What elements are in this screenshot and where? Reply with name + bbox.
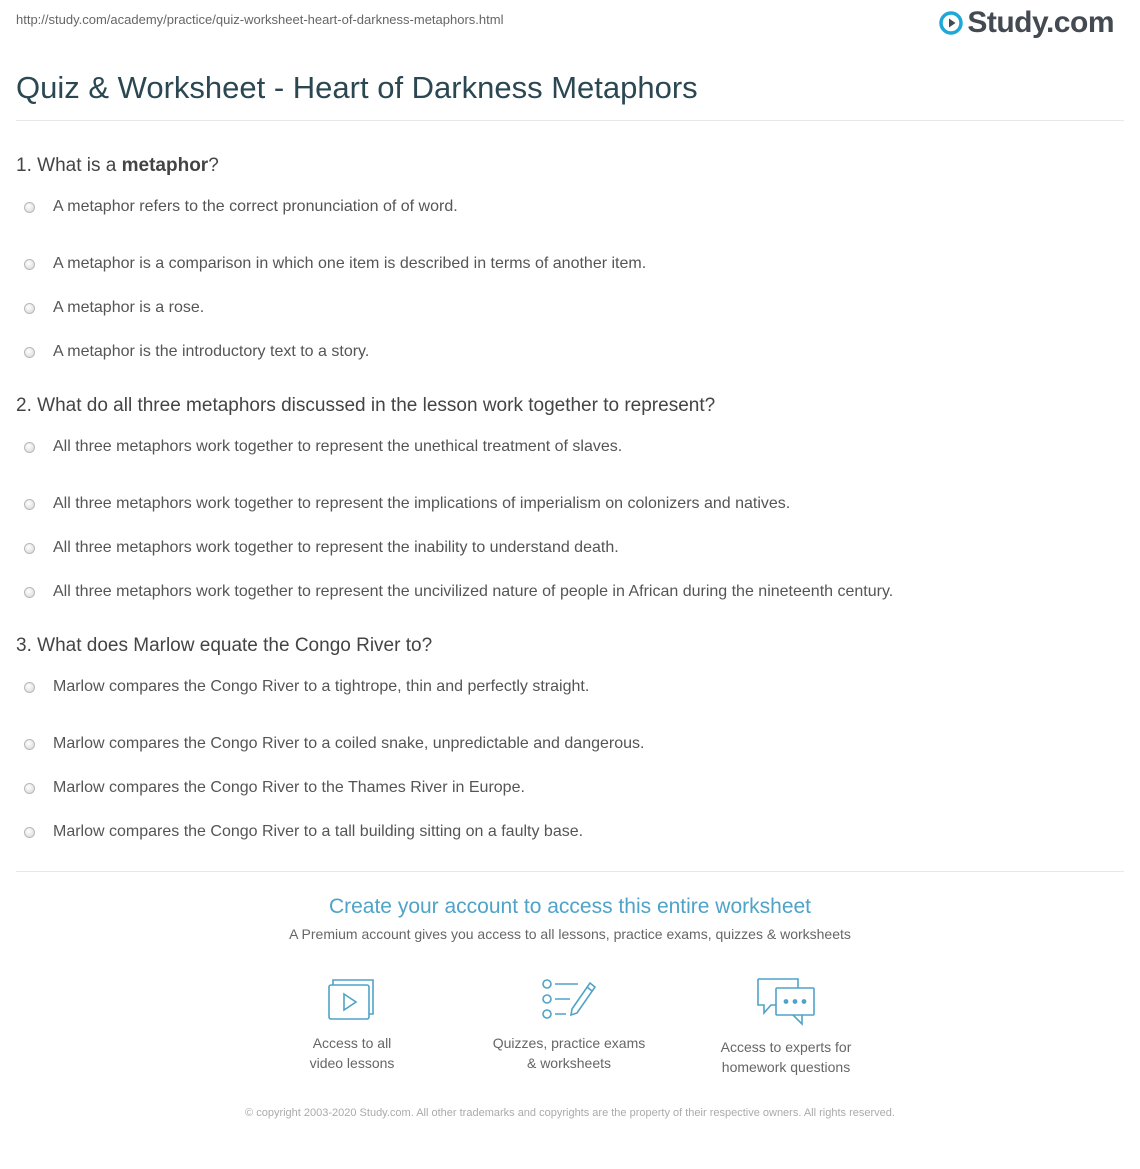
section-divider [16, 871, 1124, 872]
answer-option[interactable] [16, 242, 1116, 286]
feature-label: Quizzes, practice exams & worksheets [492, 1035, 646, 1071]
radio-button[interactable] [24, 739, 35, 750]
answer-text: A metaphor refers to the correct pronunciation of of word. [53, 198, 458, 215]
answer-text: Marlow compares the Congo River to a tall building sitting on a faulty base. [53, 823, 584, 840]
play-circle-icon [939, 11, 963, 35]
quiz-checklist-icon [540, 975, 598, 1023]
feature-quizzes [469, 975, 669, 1073]
radio-button[interactable] [24, 259, 35, 270]
answer-option[interactable] [16, 766, 1116, 810]
study-logo[interactable] [939, 6, 1114, 40]
question-1 [16, 155, 1116, 374]
expert-chat-icon [754, 975, 818, 1027]
radio-button[interactable] [24, 543, 35, 554]
answer-option[interactable] [16, 570, 1116, 614]
feature-label: Access to experts for homework questions [720, 1039, 852, 1075]
copyright-notice: © copyright 2003-2020 Study.com. All other trademarks and copyrights are the property of their respective owners. All rights reserved. [245, 1107, 895, 1119]
video-lessons-icon [325, 975, 379, 1023]
create-account-link[interactable]: Create your account to access this entire worksheet [328, 895, 812, 918]
radio-button[interactable] [24, 347, 35, 358]
answer-option[interactable] [16, 330, 1116, 374]
page-title: Quiz & Worksheet - Heart of Darkness Metaphors [16, 70, 698, 105]
answer-option[interactable] [16, 482, 1116, 526]
answer-option[interactable] [16, 286, 1116, 330]
question-text: 3. What does Marlow equate the Congo River to? [16, 635, 433, 656]
answer-option[interactable] [16, 526, 1116, 570]
answer-option[interactable] [16, 810, 1116, 854]
answer-text: A metaphor is the introductory text to a story. [53, 343, 370, 360]
question-text: 2. What do all three metaphors discussed in the lesson work together to represent? [16, 395, 716, 416]
radio-button[interactable] [24, 499, 35, 510]
premium-description: A Premium account gives you access to all lessons, practice exams, quizzes & worksheets [289, 926, 851, 942]
radio-button[interactable] [24, 827, 35, 838]
answer-option[interactable] [16, 438, 1116, 456]
answer-text: All three metaphors work together to represent the implications of imperialism on colonizers and natives. [53, 495, 791, 512]
radio-button[interactable] [24, 783, 35, 794]
question-2 [16, 395, 1116, 614]
answer-text: All three metaphors work together to represent the unethical treatment of slaves. [53, 438, 623, 455]
radio-button[interactable] [24, 587, 35, 598]
answer-option[interactable] [16, 678, 1116, 696]
radio-button[interactable] [24, 442, 35, 453]
answer-text: All three metaphors work together to represent the inability to understand death. [53, 539, 619, 556]
answer-text: A metaphor is a comparison in which one item is described in terms of another item. [53, 255, 647, 272]
title-divider [16, 120, 1124, 121]
answer-text: Marlow compares the Congo River to a coiled snake, unpredictable and dangerous. [53, 735, 645, 752]
answer-text: Marlow compares the Congo River to a tightrope, thin and perfectly straight. [53, 678, 590, 695]
radio-button[interactable] [24, 303, 35, 314]
answer-option[interactable] [16, 198, 1116, 216]
question-3 [16, 635, 1116, 854]
logo-text: Study.com [967, 6, 1114, 39]
feature-experts [686, 975, 886, 1077]
page-url: http://study.com/academy/practice/quiz-worksheet-heart-of-darkness-metaphors.html [16, 12, 504, 27]
radio-button[interactable] [24, 682, 35, 693]
feature-video-lessons [252, 975, 452, 1073]
answer-text: All three metaphors work together to represent the uncivilized nature of people in African during the nineteenth century. [53, 583, 894, 600]
feature-label: Access to all video lessons [309, 1035, 395, 1071]
answer-text: Marlow compares the Congo River to the Thames River in Europe. [53, 779, 525, 796]
question-text: 1. What is a metaphor? [16, 155, 219, 176]
radio-button[interactable] [24, 202, 35, 213]
answer-option[interactable] [16, 722, 1116, 766]
answer-text: A metaphor is a rose. [53, 299, 205, 316]
